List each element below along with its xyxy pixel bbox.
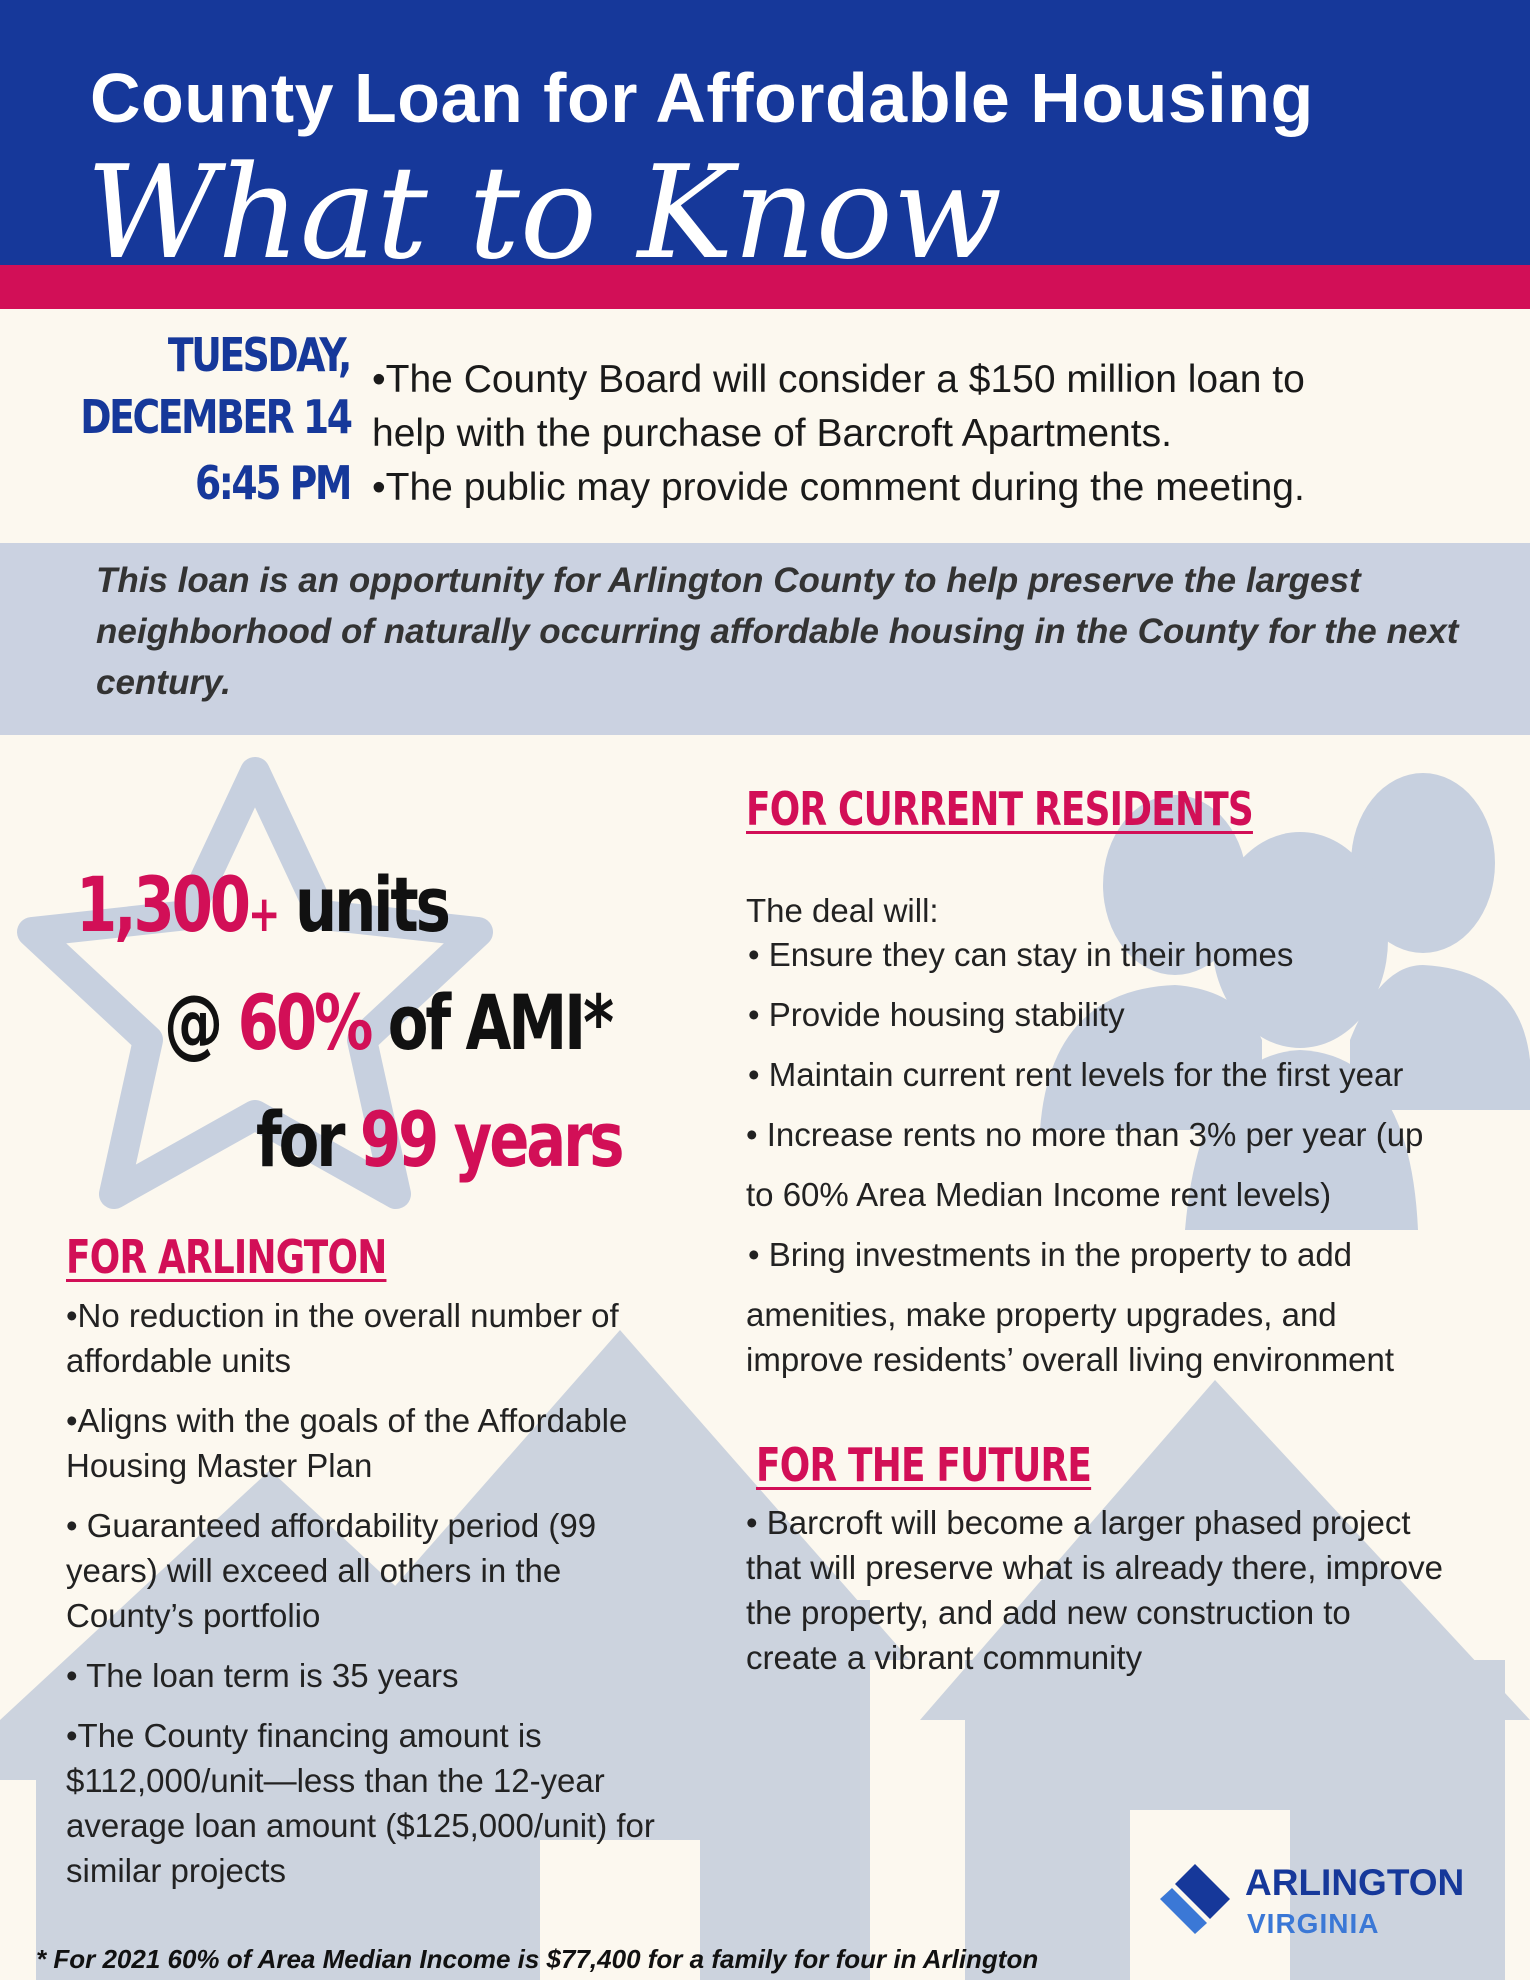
footnote: * For 2021 60% of Area Median Income is $77,400 for a family for four in Arlington	[36, 1944, 1039, 1974]
arlington-item: •The County financing amount is $112,000/unit—less than the 12-year average loan amount ($125,000/unit) for similar projects	[66, 1717, 655, 1889]
arlington-item: •No reduction in the overall number of affordable units	[66, 1297, 619, 1379]
intro-line: •The public may provide comment during the meeting.	[372, 466, 1305, 509]
ami-label: of AMI*	[370, 978, 611, 1067]
meeting-day: TUESDAY,	[168, 328, 350, 382]
meeting-date: DECEMBER 14	[79, 390, 350, 444]
logo-line1: ARLINGTON	[1245, 1862, 1465, 1903]
quote-text: This loan is an opportunity for Arlington County to help preserve the largest neighborhood of naturally occurring affordable housing in the County for the next century.	[96, 561, 1459, 702]
residents-item: • Maintain current rent levels for the first year	[748, 1056, 1404, 1093]
units-number: 1,300	[76, 860, 248, 949]
units-plus: +	[247, 885, 278, 943]
residents-item: amenities, make property upgrades, and	[746, 1296, 1337, 1333]
years-value: 99 years	[359, 1095, 622, 1184]
residents-item: to 60% Area Median Income rent levels)	[746, 1176, 1332, 1213]
future-text: • Barcroft will become a larger phased project that will preserve what is already there, improve the property, and add new construction to create a vibrant community	[746, 1504, 1443, 1676]
arlington-logo-icon	[1158, 1862, 1232, 1936]
page-title: County Loan for Affordable Housing	[90, 59, 1314, 137]
stat-years	[256, 1095, 621, 1184]
residents-heading: FOR CURRENT RESIDENTS	[746, 782, 1253, 836]
residents-item: • Bring investments in the property to add	[748, 1236, 1353, 1273]
arlington-heading: FOR ARLINGTON	[66, 1230, 387, 1284]
meeting-time: 6:45 PM	[195, 456, 350, 510]
residents-item: • Ensure they can stay in their homes	[748, 936, 1294, 973]
arlington-item: • Guaranteed affordability period (99 years) will exceed all others in the County’s portfolio	[66, 1507, 597, 1634]
residents-item: • Increase rents no more than 3% per year (up	[746, 1116, 1424, 1153]
future-heading: FOR THE FUTURE	[756, 1438, 1092, 1492]
residents-item: improve residents’ overall living environment	[746, 1341, 1395, 1378]
residents-item: • Provide housing stability	[748, 996, 1125, 1033]
ami-percent: 60%	[237, 978, 371, 1067]
at-sign: @	[164, 978, 238, 1067]
stat-units	[76, 860, 448, 949]
page-subtitle: What to Know	[86, 139, 1003, 288]
intro-line: •The County Board will consider a $150 million loan to	[372, 358, 1305, 401]
intro-line: help with the purchase of Barcroft Apartments.	[372, 412, 1172, 455]
stat-ami	[164, 978, 611, 1067]
units-word: units	[277, 860, 448, 949]
arlington-item: • The loan term is 35 years	[66, 1657, 459, 1694]
residents-intro: The deal will:	[746, 892, 939, 929]
for-label: for	[256, 1095, 360, 1184]
logo-line2: VIRGINIA	[1247, 1908, 1380, 1939]
arlington-item: •Aligns with the goals of the Affordable Housing Master Plan	[66, 1402, 628, 1484]
